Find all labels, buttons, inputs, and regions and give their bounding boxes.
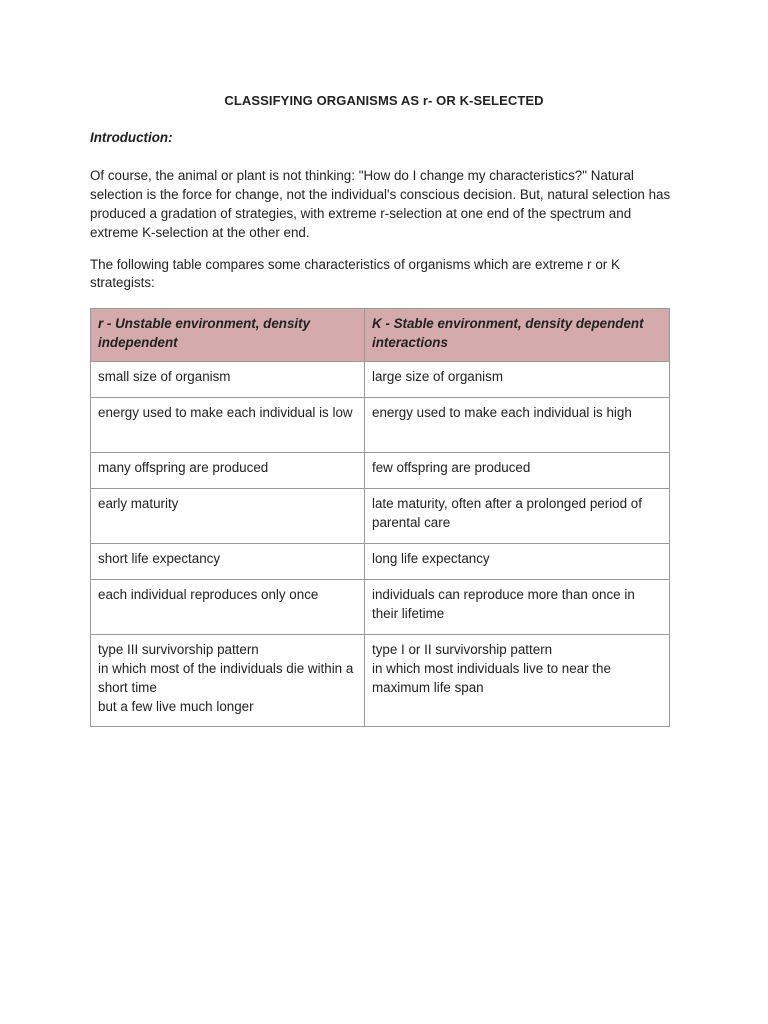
comparison-table: [90, 308, 670, 727]
survivorship-r-line: type III survivorship pattern: [98, 642, 259, 657]
k-cell: [365, 635, 670, 727]
k-cell: long life expectancy: [365, 544, 670, 580]
table-row: [91, 544, 670, 580]
header-r-strategists: r - Unstable environment, density independent: [91, 309, 365, 362]
r-cell: short life expectancy: [91, 544, 365, 580]
table-row: [91, 453, 670, 489]
k-cell: individuals can reproduce more than once in their lifetime: [365, 580, 670, 635]
table-row: [91, 489, 670, 544]
survivorship-r-line: but a few live much longer: [98, 699, 254, 714]
k-cell: energy used to make each individual is high: [365, 398, 670, 453]
survivorship-k-line: type I or II survivorship pattern: [372, 642, 553, 657]
r-cell: many offspring are produced: [91, 453, 365, 489]
table-intro-paragraph: The following table compares some characteristics of organisms which are extreme r or K strategists:: [90, 257, 620, 290]
r-cell: [91, 635, 365, 727]
document-title: CLASSIFYING ORGANISMS AS r- OR K-SELECTED: [224, 93, 544, 108]
table-row: [91, 580, 670, 635]
k-cell: large size of organism: [365, 362, 670, 398]
intro-paragraph: Of course, the animal or plant is not thinking: "How do I change my characteristics?" Natural selection is the force for change, not the individual's conscious decision. But, natural selection has produced a gradation of strategies, with extreme r-selection at one end of the spectrum and extreme K-selection at the other end.: [90, 168, 671, 240]
survivorship-k-line: in which most individuals live to near the maximum life span: [372, 661, 611, 695]
header-k-strategists: K - Stable environment, density dependent interactions: [365, 309, 670, 362]
table-row: [91, 398, 670, 453]
k-cell: late maturity, often after a prolonged period of parental care: [365, 489, 670, 544]
k-cell: few offspring are produced: [365, 453, 670, 489]
table-header-row: [91, 309, 670, 362]
r-cell: energy used to make each individual is low: [91, 398, 365, 453]
r-cell: small size of organism: [91, 362, 365, 398]
table-row: [91, 635, 670, 727]
intro-heading: Introduction:: [90, 130, 173, 145]
survivorship-r-line: in which most of the individuals die within a short time: [98, 661, 354, 695]
table-row: [91, 362, 670, 398]
r-cell: early maturity: [91, 489, 365, 544]
r-cell: each individual reproduces only once: [91, 580, 365, 635]
